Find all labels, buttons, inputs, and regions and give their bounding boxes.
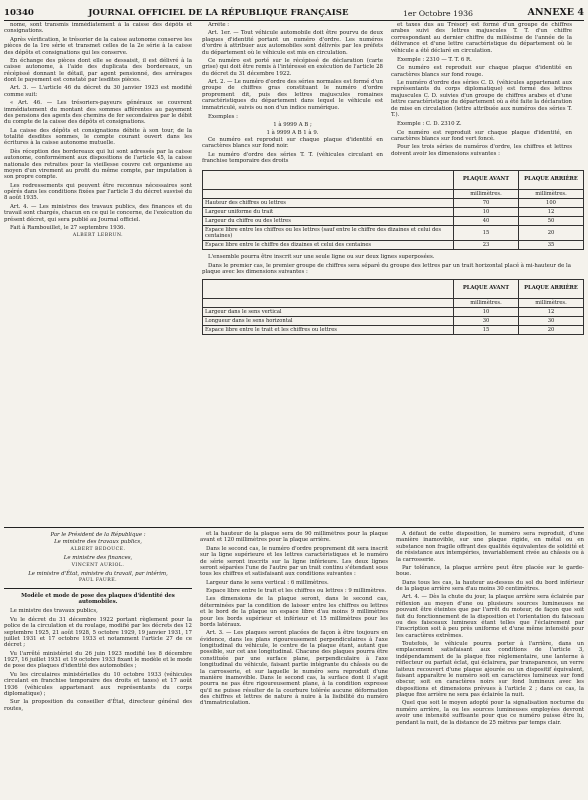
example-cd: Exemple : C. D. 2310 Z. <box>397 121 462 128</box>
paragraph: Art. 4. — Les ministres des travaux publics, des finances et du travail sont chargés, chacun en ce qui le concerne, de l'exécution du présent décret, qui sera publié au Journal officiel. <box>4 203 192 223</box>
example-line: 1 à 9999 A B ; <box>273 122 312 129</box>
paragraph: Sur la proposition du conseiller d'État, directeur général des routes, <box>4 699 192 712</box>
table-cell: 12 <box>519 207 584 216</box>
example-tt: Exemple : 2310 — T. T. 6 R. <box>397 56 472 63</box>
unit-cell: millimètres. <box>519 189 584 198</box>
unit-cell: millimètres. <box>519 298 584 307</box>
table-cell: Largeur du chiffre ou des lettres <box>203 216 454 225</box>
table-cell: 70 <box>454 198 519 207</box>
paragraph: Espace libre entre le trait et les chiffres ou lettres : 9 millimètres. <box>206 588 387 594</box>
table-header <box>203 170 454 189</box>
page-body <box>4 22 584 798</box>
table-row <box>203 307 584 316</box>
articles-text <box>200 531 388 707</box>
page-header <box>4 4 584 21</box>
signatures-block <box>4 532 192 584</box>
table-cell: 100 <box>519 198 584 207</box>
paragraph: Ce numéro est reproduit sur chaque plaque d'identité en caractères blancs sur fond rouge. <box>391 65 572 78</box>
signing-place-date: Fait à Rambouillet, le 27 septembre 1936. <box>10 224 126 231</box>
arrete-text-cont <box>202 137 383 165</box>
paragraph: et taxes dus au Trésor) est formé d'un groupe de chiffres arabes suivi des lettres majuscules T. T. d'un chiffre correspondant au dernier chiffre du millésime de l'année de la délivrance et d'une lettre caractéristique du département où le véhicule a été déclaré en circulation. <box>391 22 572 54</box>
paragraph: Art. 4. — Dès la chute du jour, la plaque arrière sera éclairée par réflexion au moyen d'une ou plusieurs sources lumineuses ne pouvant être éteintes que par l'arrêt du moteur, de façon que soit fait du fonctionnement de la disposition et l'orientation du faisceau ou des faisceaux lumineux étant telles que l'éclairement par l'inscription soit à peu près uniforme et d'une même intensité pour les caractères extrêmes. <box>396 594 584 639</box>
paragraph: Largeur dans le sens vertical : 6 millimètres. <box>206 579 329 586</box>
signature-role: Le ministre d'État, ministre du travail, par intérim, <box>28 570 168 577</box>
paragraph: Art. 3. — Les plaques seront placées de façon à être toujours en évidence, dans les plans rigoureusement perpendiculaires à l'axe longitudinal du véhicule, le centre de la plaque étant, autant que possible, sur cet axe longitudinal. Chacune des plaques pourra être constituée par une surface plane, perpendiculaire à l'axe longitudinal du véhicule, faisant partie intégrante du châssis ou de la carrosserie, et sur laquelle le numéro sera reproduit d'une manière inamovible. Dans le second cas, la surface dont il s'agit pourra ne pas être rigoureusement plane, à la condition expresse qu'il ne puisse résulter de la courbure tolérée aucune déformation des chiffres et lettres de nature à nuire à la lisibilité du numéro d'immatriculation. <box>200 630 388 707</box>
paragraph: Vu le décret du 31 décembre 1922 portant règlement pour la police de la circulation et du roulage, modifié par les décrets des 12 septembre 1925, 21 août 1928, 5 octobre 1929, 19 janvier 1931, 17 juillet 1931 et 17 octobre 1933 et notamment l'article 27 de ce décret ; <box>4 616 192 649</box>
table-row <box>203 325 584 334</box>
examples-label: Exemples : <box>208 113 238 120</box>
paragraph: En échange des pièces dont elle se dessaisit, il est délivré à la caisse autonome, à l'aide des duplicata des bordereaux, un récépissé donnant le détail, par agent pensionné, des arrérages dont le payement est constaté par lesdites pièces. <box>4 57 192 83</box>
decree-text <box>4 22 192 223</box>
column-2 <box>202 22 383 167</box>
paragraph: La caisse des dépôts et consignations débite à son tour, de la totalité desdites sommes, le compte courant ouvert dans les écritures à la caisse autonome mutuelle. <box>4 127 192 147</box>
signature-role: Le ministre des travaux publics, <box>54 539 142 546</box>
table-row <box>203 226 584 241</box>
table-cell: 23 <box>454 241 519 250</box>
signature-name: PAUL FAURE. <box>78 578 118 584</box>
dimensions-intro <box>391 130 572 158</box>
paragraph: Le ministre des travaux publics, <box>10 608 98 615</box>
trait-table <box>202 279 584 336</box>
table-cell: 30 <box>519 316 584 325</box>
paragraph: Dans tous les cas, la hauteur au-dessus du sol du bord inférieur de la plaque arrière sera d'au moins 30 centimètres. <box>396 579 584 592</box>
page-number: 10340 <box>4 8 34 18</box>
paragraph: A défaut de cette disposition, le numéro sera reproduit, d'une manière inamovible, sur une plaque rigide, en métal ou en substance non fragile offrant des qualités équivalentes de solidité et de résistance aux intempéries, invariablement rivée au châssis ou à la carrosserie. <box>396 531 584 563</box>
preamble-text <box>4 608 192 712</box>
paragraph: Vu l'arrêté ministériel du 26 juin 1923 modifié les 8 décembre 1927, 16 juillet 1931 et 19 octobre 1933 fixant le modèle et le mode de pose des plaques d'identité des automobiles ; <box>4 650 192 670</box>
table-cell: Espace libre entre le trait et les chiffres ou lettres <box>203 325 454 334</box>
table-cell: Espace libre entre le chiffre des dizaines et celui des centaines <box>203 241 454 250</box>
column-3 <box>391 22 572 167</box>
arrete-text <box>202 22 383 111</box>
paragraph: Par tolérance, la plaque arrière peut être placée sur le garde-boue. <box>396 564 584 578</box>
signature-role: Le ministre des finances, <box>63 555 133 562</box>
table-header <box>203 279 454 298</box>
issue-date: 1er Octobre 1936 <box>402 9 473 18</box>
signature-name: ALBERT BEDOUCE. <box>70 546 126 552</box>
paragraph: Vu les circulaires ministérielles du 10 octobre 1933 (véhicules circulant en franchise temporaire des droits et taxes) et 17 août 1936 (véhicules appartenant aux représentants du corps diplomatique) ; <box>4 671 192 697</box>
section-title: Modèle et mode de pose des plaques d'identité des automobiles. <box>21 592 175 606</box>
unit-cell <box>203 298 454 307</box>
paragraph: Le numéro d'ordre des séries C. D. (véhicules appartenant aux représentants du corps diplomatique) est formé des lettres majuscules C. D. suivies d'un groupe de chiffres arabes et d'une lettre caractéristique du département où a été faite la déclaration de mise en circulation (lettre attribuée aux numéros des séries T. T.). <box>391 80 572 118</box>
articles-text-cont <box>396 531 584 726</box>
table-cell: 35 <box>519 241 584 250</box>
table-cell: 50 <box>519 216 584 225</box>
table-cell: 40 <box>454 216 519 225</box>
table-cell: Hauteur des chiffres ou lettres <box>203 198 454 207</box>
table-header: PLAQUE ARRIÈRE <box>519 279 584 298</box>
table-cell: 15 <box>454 226 519 241</box>
tt-series-text <box>391 22 572 54</box>
paragraph: et la hauteur de la plaque sera de 90 millimètres pour la plaque avant et 120 millimètres pour la plaque arrière. <box>200 531 388 544</box>
table-header: PLAQUE AVANT <box>454 279 519 298</box>
paragraph: Les dimensions de la plaque seront, dans le second cas, déterminées par la condition de laisser entre les chiffres ou lettres et le bord de la plaque un espace libre d'au moins 9 millimètres pour les bords supérieur et inférieur et 15 millimètres pour les bords latéraux. <box>200 596 388 628</box>
table-cell: Largeur uniforme du trait <box>203 207 454 216</box>
paragraph: Les redressements qui peuvent être reconnus nécessaires sont opérés dans les conditions fixées par l'article 3 du décret susvisé du 8 août 1935. <box>4 182 192 202</box>
paragraph: Dans le premier cas, le premier groupe de chiffres sera séparé du groupe des lettres par un trait horizontal placé à mi-hauteur de la plaque avec les dimensions suivantes : <box>202 262 571 276</box>
paragraph: Art. 1er. — Tout véhicule automobile doit être pourvu de deux plaques d'identité portant un numéro d'ordre. Les numéros d'ordre à attribuer aux automobiles sont délivrés par les préfets du département où le véhicule est mis en circulation. <box>202 30 383 56</box>
paragraph: Art. 3. — L'article 46 du décret du 30 janvier 1923 est modifié comme suit: <box>4 85 192 98</box>
paragraph: « Art. 46. — Les trésoriers-payeurs généraux se couvrent immédiatement du montant des sommes afférentes au payement des pensions des agents des chemins de fer secondaires par le débit du compte de la caisse des dépôts et consignations. <box>4 100 192 126</box>
table-cell: 20 <box>519 226 584 241</box>
signature-title: Par le Président de la République : <box>50 532 146 538</box>
table-row <box>203 241 584 250</box>
bottom-section <box>4 527 584 798</box>
paragraph: Quel que soit le moyen adopté pour la signalisation nocturne du numéro arrière, la ou les sources lumineuses employées devront avoir une intensité suffisante pour que ce numéro puisse être lu, pendant la nuit, de la distance de 25 mètres par temps clair. <box>396 700 584 726</box>
paragraph: Ce numéro est reproduit sur chaque plaque d'identité en caractères blancs sur fond noir. <box>202 137 383 150</box>
column-1 <box>4 22 192 525</box>
paragraph: Après vérification, le trésorier de la caisse autonome conserve les pièces de la 1re série et transmet celles de la 2e série à la caisse des dépôts et consignations qui les conserve. <box>4 36 192 56</box>
annexe-label: ANNEXE 4 <box>527 7 584 18</box>
cd-series-text <box>391 65 572 118</box>
bottom-column-2 <box>200 531 388 798</box>
president-name: ALBERT LEBRUN. <box>72 233 124 239</box>
table-row <box>203 198 584 207</box>
table-cell: Longueur dans le sens horizontal <box>203 316 454 325</box>
paragraph: Dès réception des bordereaux qui lui sont adressés par la caisse autonome, conformément aux dispositions de l'article 45, la caisse nationale des retraites pour la vieillesse couvre cet organisme au moyen d'un virement au profit du même compte, par imputation à son propre compte. <box>4 148 192 181</box>
dimensions-table <box>202 170 584 251</box>
paragraph: Ce numéro est porté sur le récépissé de déclaration (carte grise) qui doit être remis à l'intéressé en exécution de l'article 28 du décret du 31 décembre 1922. <box>202 57 383 77</box>
table-cell: Espace libre entre les chiffres ou les lettres (sauf entre le chiffre des dizaines et celui des centaines) <box>203 226 454 241</box>
paragraph: Dans le second cas, le numéro d'ordre proprement dit sera inscrit sur la ligne supérieure et les lettres caractéristiques et le numéro de série seront inscrits sur la ligne inférieure. Les deux lignes seront séparées l'une de l'autre par un trait continu s'étendant sous tous les chiffres et satisfaisant aux conditions suivantes : <box>200 545 388 578</box>
unit-cell <box>203 189 454 198</box>
table-header: PLAQUE AVANT <box>454 170 519 189</box>
signature-name: VINCENT AURIOL. <box>71 562 125 568</box>
paragraph: Pour les trois séries de numéros d'ordre, les chiffres et lettres doivent avoir les dimensions suivantes : <box>391 144 572 157</box>
paragraph: Ce numéro est reproduit sur chaque plaque d'identité, en caractères blancs sur fond vert foncé. <box>391 129 572 142</box>
table-row <box>203 216 584 225</box>
table-cell: 20 <box>519 325 584 334</box>
right-columns <box>202 22 584 167</box>
paragraph: Arrête : <box>208 22 230 28</box>
example-line: 1 à 9999 A B 1 à 9. <box>266 129 319 136</box>
paragraph: L'ensemble pourra être inscrit sur une seule ligne ou sur deux lignes superposées. <box>208 254 435 261</box>
divider <box>4 588 192 589</box>
table-cell: 15 <box>454 325 519 334</box>
bottom-column-1 <box>4 531 192 798</box>
table-cell: 10 <box>454 307 519 316</box>
table-cell: 12 <box>519 307 584 316</box>
paragraph: Toutefois, le véhicule pourra porter à l'arrière, dans un emplacement satisfaisant aux conditions de l'article 3, indépendamment de la plaque fixe réglementaire, une lanterne à réflecteur ou parfait éclat, qui éclairera, par transparence, un verre laiteux recouvert d'une plaque ajourée ou un dispositif équivalent, faisant apparaître le numéro soit en caractères lumineux sur fond obscur, soit en caractères noirs sur fond lumineux avec les dispositions et dimensions prévues à l'article 2 ; dans ce cas, la plaque fixe arrière ne sera pas éclairée la nuit. <box>396 641 584 698</box>
unit-cell: millimètres. <box>454 189 519 198</box>
bottom-column-3 <box>396 531 584 798</box>
paragraph: Le numéro d'ordre des séries T. T. (véhicules circulant en franchise temporaire des droits <box>202 151 383 165</box>
table-cell: 30 <box>454 316 519 325</box>
table-row <box>203 316 584 325</box>
journal-title: JOURNAL OFFICIEL DE LA RÉPUBLIQUE FRANÇAISE <box>88 8 349 18</box>
right-section <box>202 22 584 525</box>
table-cell: Largeur dans le sens vertical <box>203 307 454 316</box>
table-cell: 10 <box>454 207 519 216</box>
table-header: PLAQUE ARRIÈRE <box>519 170 584 189</box>
paragraph: Art. 2. — Le numéro d'ordre des séries normales est formé d'un groupe de chiffres gras constituant le numéro d'ordre proprement dit, puis des lettres majuscules romaines caractéristiques du département dans lequel le véhicule est immatriculé, suivis ou non d'un indice numérique. <box>202 79 383 111</box>
layout-text <box>202 254 584 275</box>
unit-cell: millimètres. <box>454 298 519 307</box>
table-row <box>203 207 584 216</box>
paragraph: nome, sont transmis immédiatement à la caisse des dépôts et consignations. <box>4 22 192 35</box>
top-section <box>4 22 584 525</box>
